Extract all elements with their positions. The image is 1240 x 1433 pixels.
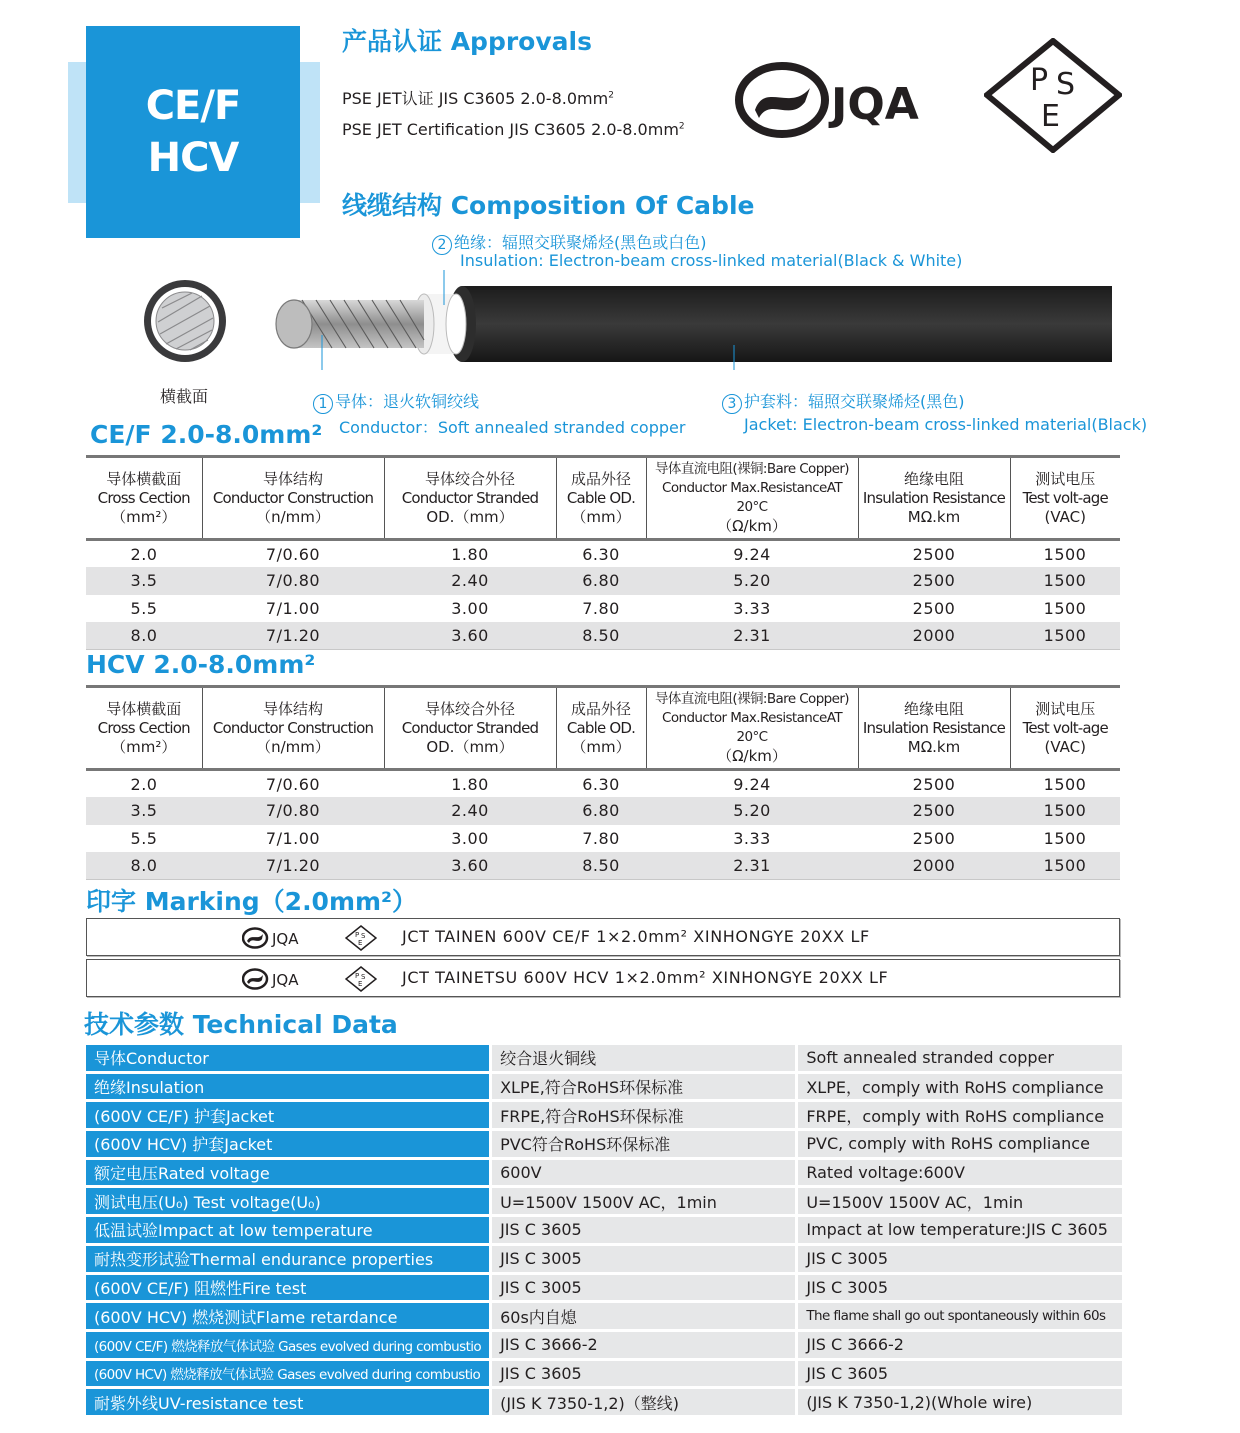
tech-value-zh: FRPE,符合RoHS环保标准 bbox=[489, 1102, 795, 1128]
table-row bbox=[86, 595, 1120, 623]
table-cell: 2.40 bbox=[384, 567, 556, 595]
tech-label: (600V CE/F) 阻燃性Fire test bbox=[86, 1275, 489, 1301]
table-cell: 9.24 bbox=[733, 544, 771, 564]
tech-row bbox=[86, 1188, 1122, 1214]
col-header-stranded-od: 导体绞合外径 Conductor Stranded OD.（mm） bbox=[384, 687, 556, 770]
conductor-caption bbox=[313, 389, 685, 438]
tech-label: (600V HCV) 护套Jacket bbox=[86, 1131, 489, 1157]
tech-value-zh: (JIS K 7350-1,2)（整线) bbox=[489, 1389, 795, 1415]
col-header-test-voltage: 测试电压 Test volt-age (VAC) bbox=[1022, 469, 1108, 526]
pse-logo-small bbox=[345, 966, 377, 992]
table-cell: 7.80 bbox=[582, 828, 620, 848]
tech-row bbox=[86, 1131, 1122, 1157]
table-cell: 1.80 bbox=[451, 544, 489, 564]
table-cell: 6.30 bbox=[582, 774, 620, 794]
tech-value-zh: 绞合退火铜线 bbox=[489, 1045, 795, 1071]
jacket-en: Jacket: Electron-beam cross-linked material(Black) bbox=[744, 415, 1148, 434]
badge-line-1: CE/F bbox=[145, 83, 241, 129]
marking-text-hcv: JCT TAINETSU 600V HCV 1×2.0mm² XINHONGYE 20XX LF bbox=[402, 968, 889, 987]
table-row bbox=[86, 770, 1120, 798]
cross-section-label: 横截面 bbox=[160, 387, 209, 406]
marking-row-cef bbox=[86, 918, 1120, 956]
table-cell: 1500 bbox=[1010, 567, 1120, 595]
tech-label: (600V CE/F) 燃烧释放气体试验 Gases evolved during combustio bbox=[86, 1332, 489, 1358]
pse-logo bbox=[984, 38, 1122, 153]
table-cell: 7/0.60 bbox=[265, 774, 321, 794]
tech-value-en: Rated voltage:600V bbox=[795, 1160, 1122, 1186]
table-cell: 2.40 bbox=[384, 797, 556, 825]
tech-value-en: JIS C 3005 bbox=[795, 1275, 1122, 1301]
table-cell: 7/1.00 bbox=[265, 828, 321, 848]
tech-label: (600V HCV) 燃烧测试Flame retardance bbox=[86, 1303, 489, 1329]
table-cell: 7/0.80 bbox=[202, 797, 384, 825]
marking-row-hcv bbox=[86, 959, 1120, 997]
table-cell: 3.5 bbox=[86, 567, 202, 595]
table-header-row bbox=[86, 457, 1120, 540]
badge-line-2: HCV bbox=[147, 135, 239, 181]
tech-label: (600V CE/F) 护套Jacket bbox=[86, 1102, 489, 1128]
tech-value-en: Impact at low temperature:JIS C 3605 bbox=[795, 1217, 1122, 1243]
tech-label: 测试电压(U₀) Test voltage(U₀) bbox=[86, 1188, 489, 1214]
table-cell: 3.00 bbox=[451, 828, 489, 848]
tech-value-en: U=1500V 1500V AC，1min bbox=[795, 1188, 1122, 1214]
tech-row bbox=[86, 1102, 1122, 1128]
tech-row bbox=[86, 1275, 1122, 1301]
tech-value-en: JIS C 3666-2 bbox=[795, 1332, 1122, 1358]
tech-value-en: JIS C 3605 bbox=[795, 1361, 1122, 1387]
tech-row bbox=[86, 1246, 1122, 1272]
pse-logo-small bbox=[345, 925, 377, 951]
table-cell: 1500 bbox=[1010, 622, 1120, 650]
tech-value-en: Soft annealed stranded copper bbox=[795, 1045, 1122, 1071]
tech-value-zh: JIS C 3605 bbox=[489, 1217, 795, 1243]
technical-title: 技术参数 Technical Data bbox=[84, 1010, 398, 1039]
col-header-insulation-resistance: 绝缘电阻 Insulation Resistance MΩ.km bbox=[858, 457, 1010, 540]
tech-value-en: XLPE，comply with RoHS compliance bbox=[795, 1074, 1122, 1100]
tech-value-en: FRPE，comply with RoHS compliance bbox=[795, 1102, 1122, 1128]
col-header-cross-section: 导体横截面 Cross Cection （mm²） bbox=[86, 687, 202, 770]
jqa-logo bbox=[735, 62, 960, 138]
table-cell: 6.30 bbox=[582, 544, 620, 564]
table-cell: 2500 bbox=[912, 544, 956, 564]
table-cell: 1500 bbox=[1010, 797, 1120, 825]
col-header-resistance: 导体直流电阻(裸铜:Bare Copper) Conductor Max.ResistanceAT 20°C （Ω/km） bbox=[646, 687, 858, 770]
svg-text:JQA: JQA bbox=[272, 971, 299, 989]
jqa-logo-small bbox=[242, 927, 332, 949]
pse-letter-p: P bbox=[1030, 63, 1049, 98]
table-cell: 2.31 bbox=[646, 852, 858, 880]
product-badge bbox=[86, 26, 300, 238]
table-cell: 1500 bbox=[1043, 828, 1087, 848]
table-cell: 8.50 bbox=[556, 622, 646, 650]
insulation-en: Insulation: Electron-beam cross-linked material(Black & White) bbox=[460, 251, 963, 270]
approval-line-en: PSE JET Certification JIS C3605 $2.0-8.0mm^2$ bbox=[342, 120, 685, 139]
insulation-caption bbox=[432, 230, 962, 270]
svg-text:S: S bbox=[361, 973, 366, 981]
tech-label: 耐紫外线UV-resistance test bbox=[86, 1389, 489, 1415]
hcv-table-title: HCV 2.0-8.0mm² bbox=[86, 650, 316, 679]
table-cell: 1.80 bbox=[451, 774, 489, 794]
tech-value-zh: JIS C 3666-2 bbox=[489, 1332, 795, 1358]
table-row bbox=[86, 797, 1120, 825]
table-row bbox=[86, 825, 1120, 853]
table-cell: 5.5 bbox=[130, 598, 158, 618]
table-cell: 3.60 bbox=[384, 852, 556, 880]
cef-table-title: CE/F 2.0-8.0mm² bbox=[90, 420, 323, 449]
table-cell: 6.80 bbox=[556, 567, 646, 595]
table-cell: 2.0 bbox=[130, 774, 158, 794]
table-cell: 2000 bbox=[858, 622, 1010, 650]
table-cell: 2500 bbox=[912, 828, 956, 848]
tech-value-zh: U=1500V 1500V AC，1min bbox=[489, 1188, 795, 1214]
conductor-en: Conductor：Soft annealed stranded copper bbox=[339, 418, 686, 437]
svg-text:E: E bbox=[358, 980, 363, 988]
table-cell: 1500 bbox=[1010, 852, 1120, 880]
table-cell: 7/1.00 bbox=[265, 598, 321, 618]
cef-spec-table bbox=[86, 455, 1120, 650]
svg-text:P: P bbox=[355, 931, 360, 939]
conductor-zh: 导体：退火软铜绞线 bbox=[335, 392, 480, 411]
svg-text:JQA: JQA bbox=[272, 930, 299, 948]
tech-value-zh: PVC符合RoHS环保标准 bbox=[489, 1131, 795, 1157]
table-cell: 2.0 bbox=[130, 544, 158, 564]
table-cell: 2000 bbox=[858, 852, 1010, 880]
jqa-logo-small bbox=[242, 968, 332, 990]
approval-line-zh: PSE JET认证 JIS C3605 $2.0-8.0mm^2$ bbox=[342, 89, 614, 108]
hcv-spec-table bbox=[86, 685, 1120, 880]
table-cell: 2500 bbox=[912, 598, 956, 618]
col-header-construction: 导体结构 Conductor Construction （n/mm） bbox=[202, 687, 384, 770]
col-header-construction: 导体结构 Conductor Construction （n/mm） bbox=[202, 457, 384, 540]
table-row bbox=[86, 567, 1120, 595]
tech-row bbox=[86, 1303, 1122, 1329]
svg-text:S: S bbox=[361, 932, 366, 940]
table-cell: 2500 bbox=[858, 797, 1010, 825]
tech-label: 耐热变形试验Thermal endurance properties bbox=[86, 1246, 489, 1272]
tech-label: 额定电压Rated voltage bbox=[86, 1160, 489, 1186]
table-cell: 3.60 bbox=[384, 622, 556, 650]
table-cell: 6.80 bbox=[556, 797, 646, 825]
table-header-row bbox=[86, 687, 1120, 770]
tech-row bbox=[86, 1160, 1122, 1186]
table-cell: 1500 bbox=[1043, 598, 1087, 618]
pse-letter-s: S bbox=[1056, 67, 1076, 102]
tech-value-zh: JIS C 3005 bbox=[489, 1246, 795, 1272]
table-cell: 2500 bbox=[912, 774, 956, 794]
col-header-test-voltage: 测试电压 Test volt-age (VAC) bbox=[1022, 699, 1108, 756]
svg-text:E: E bbox=[358, 939, 363, 947]
tech-value-zh: 600V bbox=[489, 1160, 795, 1186]
approvals-title: 产品认证 Approvals bbox=[342, 27, 592, 56]
table-cell: 8.50 bbox=[556, 852, 646, 880]
table-row bbox=[86, 852, 1120, 880]
table-cell: 3.00 bbox=[451, 598, 489, 618]
table-cell: 8.0 bbox=[86, 622, 202, 650]
col-header-cable-od: 成品外径 Cable OD. （mm） bbox=[556, 687, 646, 770]
tech-row bbox=[86, 1045, 1122, 1071]
jacket-number: 3 bbox=[722, 394, 742, 414]
table-cell: 2.31 bbox=[646, 622, 858, 650]
marking-title: 印字 Marking（2.0mm²） bbox=[86, 887, 418, 916]
conductor-number: 1 bbox=[313, 394, 333, 414]
tech-value-zh: XLPE,符合RoHS环保标准 bbox=[489, 1074, 795, 1100]
insulation-zh: 绝缘：辐照交联聚烯烃(黑色或白色) bbox=[454, 233, 707, 252]
tech-value-en: (JIS K 7350-1,2)(Whole wire) bbox=[795, 1389, 1122, 1415]
col-header-cable-od: 成品外径 Cable OD. （mm） bbox=[556, 457, 646, 540]
table-cell: 7/1.20 bbox=[202, 622, 384, 650]
tech-label: 绝缘Insulation bbox=[86, 1074, 489, 1100]
cross-section-icon bbox=[142, 278, 228, 364]
table-row bbox=[86, 622, 1120, 650]
table-cell: 1500 bbox=[1043, 544, 1087, 564]
pse-letter-e: E bbox=[1041, 99, 1060, 134]
tech-value-en: The flame shall go out spontaneously within 60s bbox=[795, 1303, 1122, 1329]
table-cell: 3.33 bbox=[733, 828, 771, 848]
table-cell: 7/1.20 bbox=[202, 852, 384, 880]
jacket-zh: 护套料：辐照交联聚烯烃(黑色) bbox=[744, 392, 965, 411]
table-cell: 2500 bbox=[858, 567, 1010, 595]
tech-value-en: JIS C 3005 bbox=[795, 1246, 1122, 1272]
tech-value-zh: JIS C 3605 bbox=[489, 1361, 795, 1387]
jacket-caption bbox=[722, 389, 1147, 434]
table-cell: 3.5 bbox=[86, 797, 202, 825]
insulation-number: 2 bbox=[432, 235, 452, 255]
col-header-cross-section: 导体横截面 Cross Cection （mm²） bbox=[86, 457, 202, 540]
jqa-logo-text: JQA bbox=[831, 79, 919, 130]
table-cell: 5.5 bbox=[130, 828, 158, 848]
col-header-stranded-od: 导体绞合外径 Conductor Stranded OD.（mm） bbox=[384, 457, 556, 540]
col-header-resistance: 导体直流电阻(裸铜:Bare Copper) Conductor Max.ResistanceAT 20°C （Ω/km） bbox=[646, 457, 858, 540]
table-row bbox=[86, 540, 1120, 568]
table-cell: 7/0.60 bbox=[265, 544, 321, 564]
tech-label: 导体Conductor bbox=[86, 1045, 489, 1071]
marking-text-cef: JCT TAINEN 600V CE/F 1×2.0mm² XINHONGYE 20XX LF bbox=[402, 927, 870, 946]
table-cell: 3.33 bbox=[733, 598, 771, 618]
table-cell: 9.24 bbox=[733, 774, 771, 794]
table-cell: 7.80 bbox=[582, 598, 620, 618]
table-cell: 8.0 bbox=[86, 852, 202, 880]
tech-row bbox=[86, 1332, 1122, 1358]
table-cell: 1500 bbox=[1043, 774, 1087, 794]
tech-row bbox=[86, 1074, 1122, 1100]
tech-value-zh: JIS C 3005 bbox=[489, 1275, 795, 1301]
table-cell: 5.20 bbox=[646, 797, 858, 825]
svg-text:P: P bbox=[355, 972, 360, 980]
col-header-insulation-resistance: 绝缘电阻 Insulation Resistance MΩ.km bbox=[858, 687, 1010, 770]
table-cell: 7/0.80 bbox=[202, 567, 384, 595]
tech-row bbox=[86, 1361, 1122, 1387]
tech-row bbox=[86, 1217, 1122, 1243]
composition-title: 线缆结构 Composition Of Cable bbox=[342, 191, 755, 220]
tech-value-en: PVC, comply with RoHS compliance bbox=[795, 1131, 1122, 1157]
tech-label: 低温试验Impact at low temperature bbox=[86, 1217, 489, 1243]
table-cell: 5.20 bbox=[646, 567, 858, 595]
tech-label: (600V HCV) 燃烧释放气体试验 Gases evolved during combustio bbox=[86, 1361, 489, 1387]
tech-value-zh: 60s内自熄 bbox=[489, 1303, 795, 1329]
technical-data-table bbox=[86, 1042, 1122, 1418]
tech-row bbox=[86, 1389, 1122, 1415]
cable-diagram bbox=[272, 270, 1114, 370]
